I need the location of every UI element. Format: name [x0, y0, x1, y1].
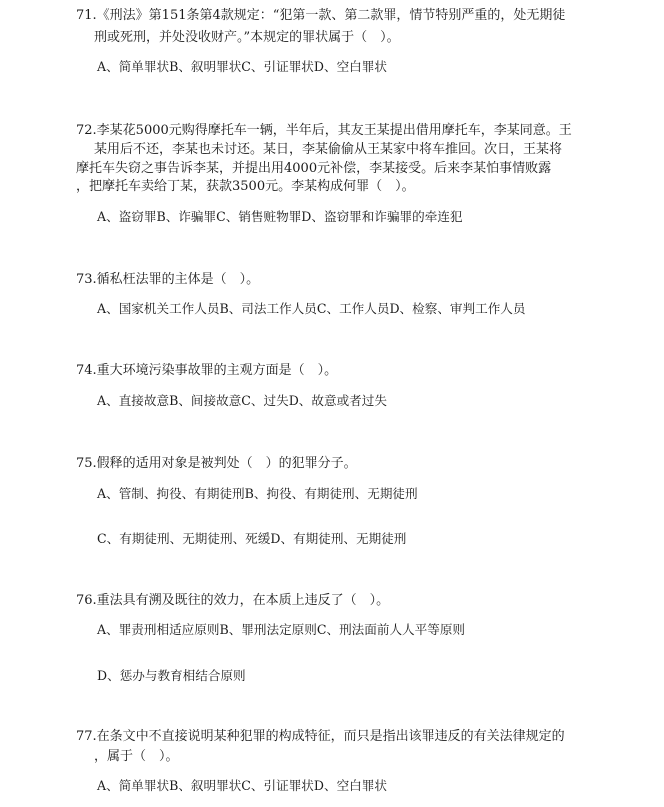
question-76-line-1: 76.重法具有溯及既往的效力，在本质上违反了（ ）。: [76, 593, 390, 608]
question-75-options-2: C、有期徒刑、无期徒刑、死缓D、有期徒刑、无期徒刑: [97, 531, 407, 546]
question-71-line-2: 刑或死刑，并处没收财产。”本规定的罪状属于（ ）。: [94, 30, 400, 45]
question-77-options: A、简单罪状B、叙明罪状C、引证罪状D、空白罪状: [97, 778, 387, 793]
question-74-options: A、直接故意B、间接故意C、过失D、故意或者过失: [97, 393, 387, 408]
question-72-line-2: 某用后不还，李某也未讨还。某日，李某偷偷从王某家中将车推回。次日，王某将: [94, 142, 563, 157]
question-73-options: A、国家机关工作人员B、司法工作人员C、工作人员D、检察、审判工作人员: [97, 301, 526, 316]
question-72-line-3: 摩托车失窃之事告诉李某，并提出用4000元补偿，李某接受。后来李某怕事情败露: [76, 161, 552, 176]
question-77-line-1: 77.在条文中不直接说明某种犯罪的构成特征，而只是指出该罪违反的有关法律规定的: [76, 729, 565, 744]
question-74-line-1: 74.重大环境污染事故罪的主观方面是（ ）。: [76, 363, 338, 378]
question-73-line-1: 73.循私枉法罪的主体是（ ）。: [76, 272, 260, 287]
question-76-options-1: A、罪责刑相适应原则B、罪刑法定原则C、刑法面前人人平等原则: [97, 622, 466, 637]
question-75-options-1: A、管制、拘役、有期徒刑B、拘役、有期徒刑、无期徒刑: [97, 486, 418, 501]
question-72-line-4: ，把摩托车卖给丁某，获款3500元。李某构成何罪（ ）。: [76, 179, 415, 194]
question-76-options-2: D、惩办与教育相结合原则: [97, 668, 246, 683]
question-72-options: A、盗窃罪B、诈骗罪C、销售赃物罪D、盗窃罪和诈骗罪的牵连犯: [97, 209, 463, 224]
question-72-line-1: 72.李某花5000元购得摩托车一辆，半年后，其友王某提出借用摩托车，李某同意。王: [76, 123, 572, 138]
question-75-line-1: 75.假释的适用对象是被判处（ ）的犯罪分子。: [76, 456, 357, 471]
question-77-line-2: ，属于（ ）。: [94, 749, 179, 764]
question-71-options: A、简单罪状B、叙明罪状C、引证罪状D、空白罪状: [97, 59, 387, 74]
question-71-line-1: 71.《刑法》第151条第4款规定：“犯第一款、第二款罪，情节特别严重的，处无期徒: [76, 8, 566, 23]
